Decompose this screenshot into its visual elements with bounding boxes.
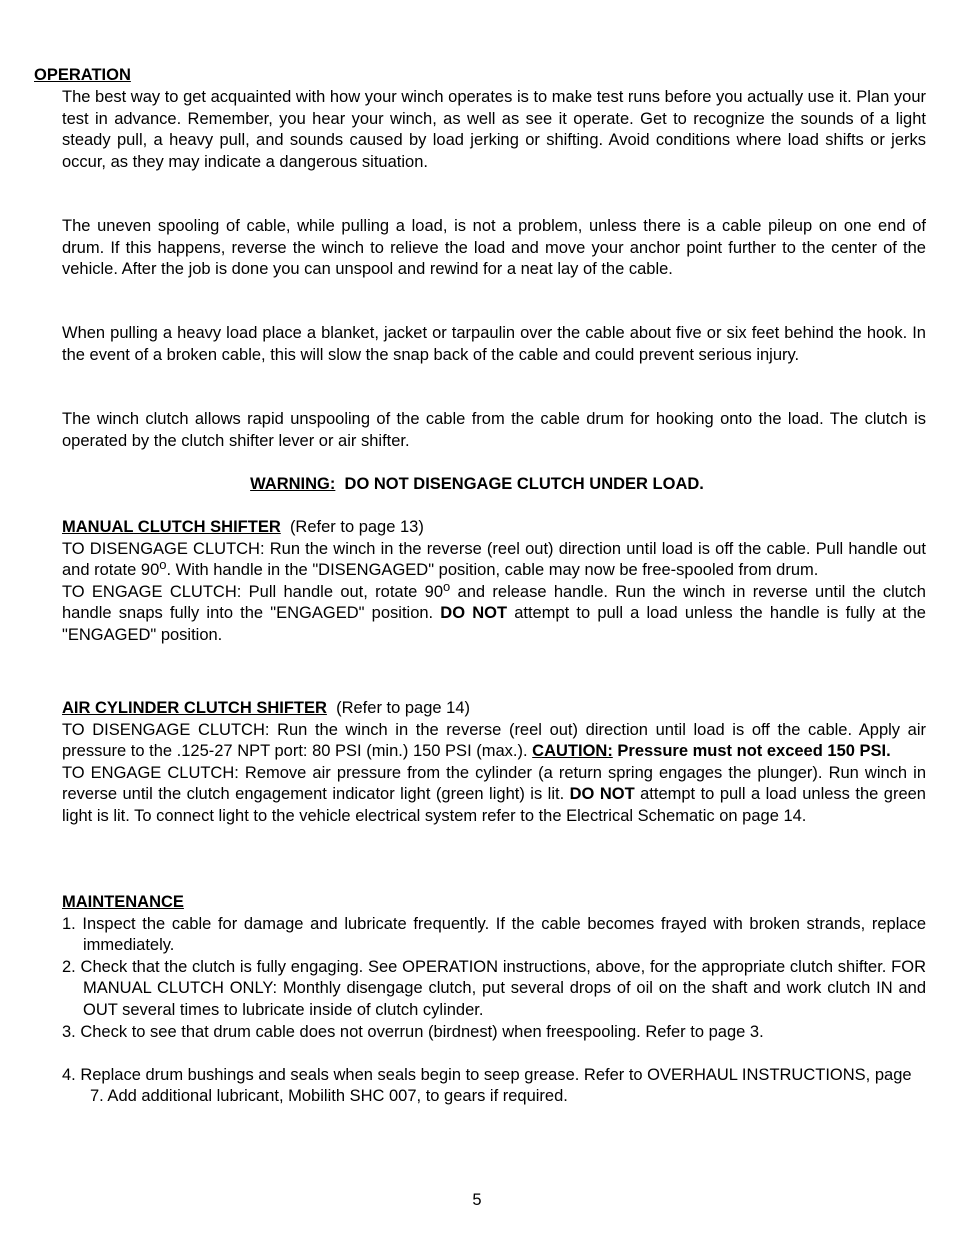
air-clutch-section bbox=[62, 698, 926, 828]
maintenance-heading: MAINTENANCE bbox=[62, 893, 184, 911]
manual-clutch-heading: MANUAL CLUTCH SHIFTER bbox=[62, 518, 281, 536]
manual-disengage-text bbox=[62, 539, 926, 582]
operation-paragraph-1 bbox=[62, 87, 926, 173]
degree-symbol: o bbox=[443, 578, 451, 594]
operation-heading: OPERATION bbox=[34, 66, 131, 84]
caution-text: Pressure must not exceed 150 PSI. bbox=[612, 742, 891, 761]
maintenance-item: 2. Check that the clutch is fully engaging. See OPERATION instructions, above, for the appropriate clutch shifter. FOR MANUAL CLUTCH ONLY: Monthly disengage clutch, put several drops of oil on the shaft and work clutch IN and OUT several times to lubricate inside of clutch cylinder. bbox=[62, 957, 926, 1019]
manual-do-not: DO NOT bbox=[440, 604, 508, 623]
maintenance-item: 4. Replace drum bushings and seals when seals begin to seep grease. Refer to OVERHAUL INSTRUCTIONS, page 7. Add additional lubricant, Mobilith SHC 007, to gears if required. bbox=[62, 1065, 912, 1106]
air-engage-a: TO ENGAGE CLUTCH: Remove air pressure from the cylinder (a return spring engages the plunger). Run winch in reverse until the clutch engagement indicator light (green light) is lit. bbox=[62, 763, 926, 804]
manual-engage-c: attempt to pull a load unless the handle is fully at the "ENGAGED" position. bbox=[62, 604, 926, 644]
air-engage-c: attempt to pull a load unless the green light is lit. To connect light to the vehicle electrical system refer to the Electrical Schematic on page 14. bbox=[62, 785, 926, 825]
manual-clutch-ref: (Refer to page 13) bbox=[289, 518, 424, 536]
maintenance-item: 3. Check to see that drum cable does not overrun (birdnest) when freespooling. Refer to page 3. bbox=[62, 1022, 764, 1041]
manual-engage-b: and release handle. Run the winch in reverse until the clutch handle snaps fully into the "ENGAGED" position. bbox=[62, 582, 926, 623]
manual-disengage-a: TO DISENGAGE CLUTCH: Run the winch in the reverse (reel out) direction until load is off the cable. Pull handle out and rotate 90 bbox=[62, 539, 926, 580]
manual-clutch-header bbox=[62, 517, 926, 539]
operation-text-2: The uneven spooling of cable, while pulling a load, is not a problem, unless there is a cable pileup on one end of drum. If this happens, reverse the winch to relieve the load and move your anchor point further to the center of the vehicle. After the job is done you can unspool and rewind for a neat lay of the cable. bbox=[62, 217, 926, 279]
operation-paragraph-4 bbox=[62, 409, 926, 452]
caution-label: CAUTION: bbox=[532, 742, 613, 761]
page-number: 5 bbox=[472, 1191, 482, 1209]
operation-text-3: When pulling a heavy load place a blanket, jacket or tarpaulin over the cable about five or six feet behind the hook. In the event of a broken cable, this will slow the snap back of the cable and could prevent serious injury. bbox=[62, 324, 926, 364]
manual-clutch-section bbox=[62, 517, 926, 647]
air-engage-text bbox=[62, 763, 926, 828]
air-clutch-header bbox=[62, 698, 926, 720]
degree-symbol: o bbox=[159, 557, 167, 573]
manual-disengage-b: . With handle in the "DISENGAGED" position, cable may now be free-spooled from drum. bbox=[166, 561, 819, 580]
warning-line bbox=[0, 474, 954, 496]
operation-text-1: The best way to get acquainted with how your winch operates is to make test runs before you actually use it. Plan your test in advance. Remember, you hear your winch, as well as see it operate. Get to recognize the sounds of a light steady pull, a heavy pull, and sounds caused by load jerking or shifting. Avoid conditions where load shifts or jerks occur, as they may indicate a dangerous situation. bbox=[62, 88, 926, 171]
maintenance-section bbox=[62, 892, 926, 1108]
manual-engage-text bbox=[62, 578, 926, 647]
operation-text-4: The winch clutch allows rapid unspooling of the cable from the cable drum for hooking onto the load. The clutch is operated by the clutch shifter lever or air shifter. bbox=[62, 410, 926, 450]
maintenance-item: 1. Inspect the cable for damage and lubricate frequently. If the cable becomes frayed with broken strands, replace immediately. bbox=[62, 914, 926, 955]
manual-engage-a: TO ENGAGE CLUTCH: Pull handle out, rotate 90 bbox=[62, 582, 444, 601]
warning-label: WARNING: bbox=[250, 475, 336, 493]
air-disengage-a: TO DISENGAGE CLUTCH: Run the winch in the reverse (reel out) direction until load is off the cable. Apply air pressure to the .125-27 NPT port: 80 PSI (min.) 150 PSI (max.). bbox=[62, 720, 926, 761]
air-do-not: DO NOT bbox=[569, 785, 635, 804]
operation-paragraph-3 bbox=[62, 323, 926, 366]
air-disengage-text bbox=[62, 720, 926, 763]
warning-text: DO NOT DISENGAGE CLUTCH UNDER LOAD. bbox=[344, 475, 704, 493]
air-clutch-ref: (Refer to page 14) bbox=[336, 699, 471, 717]
air-clutch-heading: AIR CYLINDER CLUTCH SHIFTER bbox=[62, 699, 327, 717]
operation-paragraph-2 bbox=[62, 216, 926, 281]
